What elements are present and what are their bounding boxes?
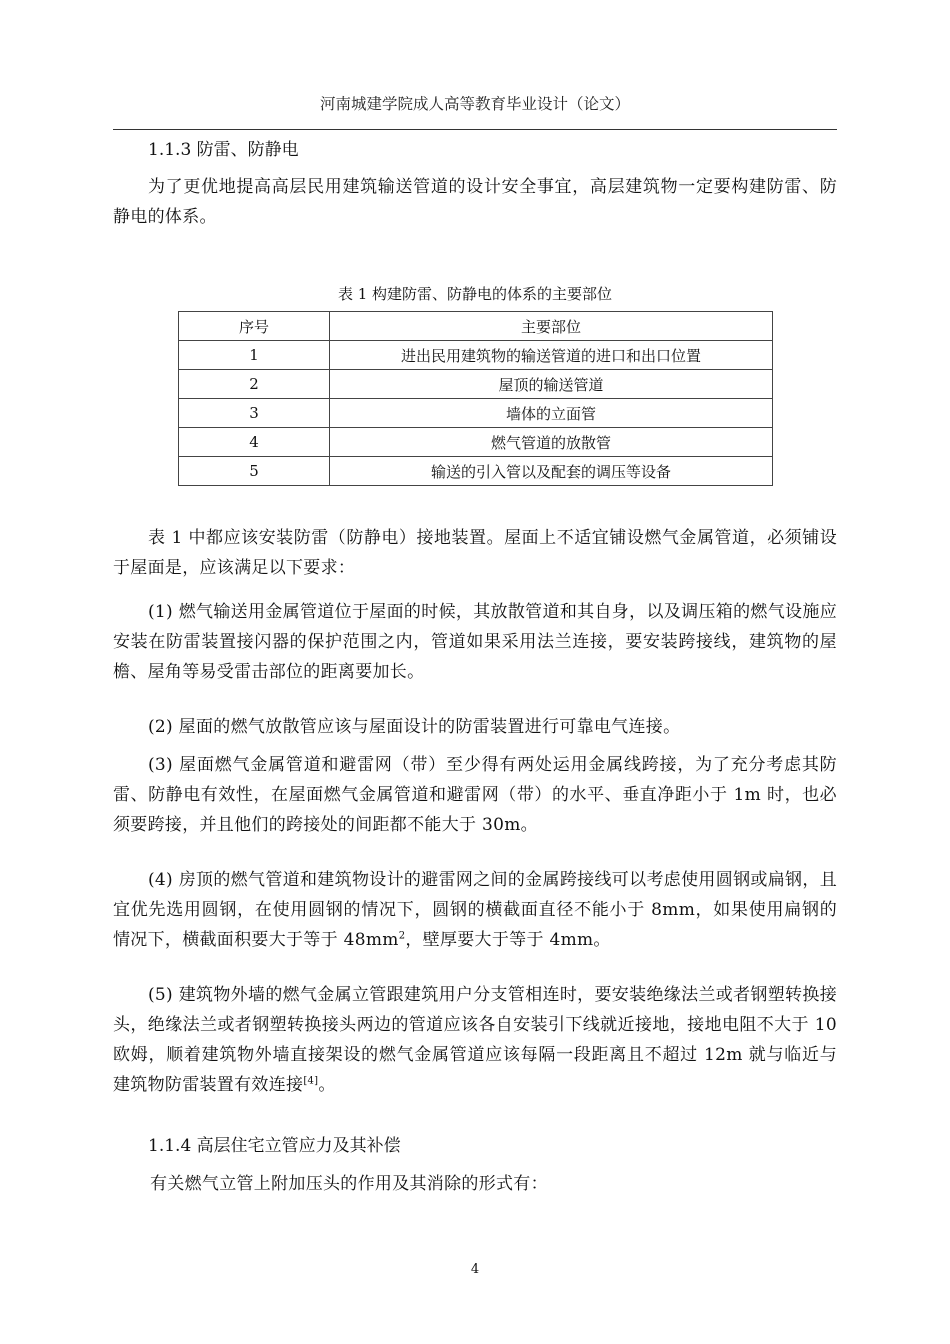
item-5-text-end: 。: [318, 1075, 336, 1095]
section-1-1-4-intro: 有关燃气立管上附加压头的作用及其消除的形式有：: [150, 1174, 548, 1194]
page-header: 河南城建学院成人高等教育毕业设计（论文）: [319, 95, 630, 113]
cell-index: 2: [179, 370, 330, 399]
header-cell-location: 主要部位: [330, 312, 773, 341]
item-4-text-end: ，壁厚要大于等于 4mm。: [405, 930, 611, 950]
item-5-text: (5) 建筑物外墙的燃气金属立管跟建筑用户分支管相连时，要安装绝缘法兰或者钢塑转换接头，绝缘法兰或者钢塑转换接头两边的管道应该各自安装引下线就近接地，接地电阻不大于 10 欧姆，顺着建筑物外墙直接架设的燃气金属管道应该每隔一段距离且不超过 12m 就与临近与建筑物防雷装置有效连接: [113, 985, 837, 1095]
body-paragraph-1: 表 1 中都应该安装防雷（防静电）接地装置。屋面上不适宜铺设燃气金属管道，必须铺设于屋面是，应该满足以下要求：: [113, 528, 837, 578]
cell-index: 3: [179, 399, 330, 428]
requirement-item-1: (1) 燃气输送用金属管道位于屋面的时候，其放散管道和其自身，以及调压箱的燃气设施应安装在防雷装置接闪器的保护范围之内，管道如果采用法兰连接，要安装跨接线，建筑物的屋檐、屋角等易受雷击部位的距离要加长。: [113, 602, 837, 682]
header-cell-index: 序号: [179, 312, 330, 341]
superscript-squared: 2: [398, 930, 406, 942]
table-row: [179, 457, 773, 486]
cell-location: 燃气管道的放散管: [330, 428, 773, 457]
requirement-item-3: (3) 屋面燃气金属管道和避雷网（带）至少得有两处运用金属线跨接，为了充分考虑其防雷、防静电有效性，在屋面燃气金属管道和避雷网（带）的水平、垂直净距小于 1m 时，也必须要跨接，并且他们的跨接处的间距都不能大于 30m。: [113, 755, 837, 835]
section-heading-1-1-3: 1.1.3 防雷、防静电: [148, 140, 299, 160]
table-row: [179, 370, 773, 399]
section-intro-paragraph: 为了更优地提高高层民用建筑输送管道的设计安全事宜，高层建筑物一定要构建防雷、防静电的体系。: [113, 177, 837, 227]
cell-index: 4: [179, 428, 330, 457]
cell-index: 1: [179, 341, 330, 370]
header-divider: [113, 129, 837, 130]
cell-location: 屋顶的输送管道: [330, 370, 773, 399]
table-header-row: [179, 312, 773, 341]
table-caption: 表 1 构建防雷、防静电的体系的主要部位: [337, 285, 613, 303]
page-number: 4: [470, 1262, 480, 1277]
item-4-text: (4) 房顶的燃气管道和建筑物设计的避雷网之间的金属跨接线可以考虑使用圆钢或扁钢，且宜优先选用圆钢，在使用圆钢的情况下，圆钢的横截面直径不能小于 8mm，如果使用扁钢的情况下，横截面积要大于等于 48mm: [113, 870, 837, 950]
cell-location: 墙体的立面管: [330, 399, 773, 428]
lightning-protection-table: [178, 311, 773, 486]
requirement-item-4: [113, 865, 837, 955]
cell-index: 5: [179, 457, 330, 486]
cell-location: 输送的引入管以及配套的调压等设备: [330, 457, 773, 486]
requirement-item-5: [113, 980, 837, 1100]
table-row: [179, 428, 773, 457]
table-row: [179, 341, 773, 370]
requirement-item-2: (2) 屋面的燃气放散管应该与屋面设计的防雷装置进行可靠电气连接。: [148, 717, 681, 737]
table-row: [179, 399, 773, 428]
citation-reference: [4]: [303, 1075, 319, 1087]
cell-location: 进出民用建筑物的输送管道的进口和出口位置: [330, 341, 773, 370]
section-heading-1-1-4: 1.1.4 高层住宅立管应力及其补偿: [148, 1136, 401, 1156]
